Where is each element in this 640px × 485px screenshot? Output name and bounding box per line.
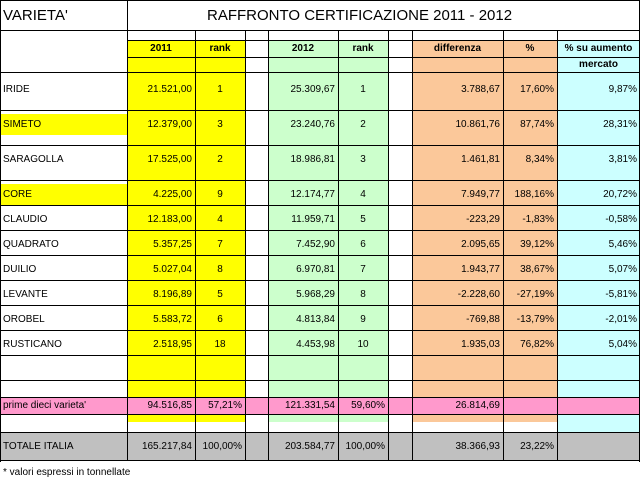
grid-line	[0, 355, 640, 356]
grid-line	[127, 30, 128, 460]
title-varieta: VARIETA'	[3, 6, 68, 24]
value-percent: 39,12%	[520, 239, 554, 250]
value-percent: -27,19%	[516, 289, 554, 300]
value-percent: -1,83%	[522, 214, 554, 225]
grid-line	[0, 0, 1, 462]
grid-line	[0, 230, 640, 231]
value-2012: 4.453,98	[296, 339, 335, 350]
rank-2011: 7	[217, 239, 223, 250]
value-2012: 11.959,71	[291, 214, 335, 225]
value-differenza: -223,29	[466, 214, 500, 225]
variety-name: RUSTICANO	[3, 339, 62, 350]
value-2011: 21.521,00	[147, 84, 192, 95]
grid-line	[0, 110, 640, 111]
grid-line	[0, 255, 640, 256]
value-differenza: 7.949,77	[461, 189, 500, 200]
rank-2012: 7	[360, 264, 366, 275]
total-percent: 23,22%	[520, 440, 554, 452]
header-rank-2012: rank	[352, 43, 374, 54]
grid-line	[127, 0, 128, 30]
value-2011: 17.525,00	[147, 154, 192, 165]
value-aumento: -5,81%	[605, 289, 637, 300]
grid-line	[338, 30, 339, 460]
rank-2011: 2	[217, 154, 223, 165]
value-differenza: 1.935,03	[461, 339, 500, 350]
total-diff: 38.366,93	[455, 440, 500, 452]
value-differenza: -2.228,60	[457, 289, 500, 300]
top10-2012: 121.331,54	[284, 400, 335, 411]
rank-2011: 9	[217, 189, 223, 200]
header-aumento-2: mercato	[579, 59, 618, 70]
top10-diff: 26.814,69	[455, 400, 500, 411]
grid-line	[0, 380, 640, 381]
value-percent: 76,82%	[520, 339, 554, 350]
variety-name: DUILIO	[3, 264, 37, 275]
variety-name: OROBEL	[3, 314, 45, 325]
header-differenza: differenza	[433, 43, 482, 54]
grid-line	[0, 460, 640, 461]
value-aumento: 9,87%	[608, 84, 637, 95]
rank-2012: 4	[360, 189, 366, 200]
value-aumento: 28,31%	[603, 119, 637, 130]
header-rank-2011: rank	[209, 43, 231, 54]
value-2011: 5.357,25	[153, 239, 192, 250]
top10-label: prime dieci varieta'	[3, 400, 87, 411]
variety-name: CORE	[0, 184, 127, 205]
top10-share-2011: 57,21%	[208, 400, 242, 411]
grid-line	[0, 72, 640, 73]
total-share-2012: 100,00%	[345, 440, 385, 452]
header-2011: 2011	[150, 43, 172, 54]
footnote: * valori espressi in tonnellate	[3, 466, 131, 478]
value-2012: 25.309,67	[290, 84, 335, 95]
rank-2012: 8	[360, 289, 366, 300]
value-differenza: 2.095,65	[461, 239, 500, 250]
grid-line	[0, 414, 640, 415]
variety-name: IRIDE	[3, 84, 30, 95]
value-2011: 4.225,00	[153, 189, 192, 200]
variety-name: SARAGOLLA	[3, 154, 64, 165]
grid-line	[0, 305, 640, 306]
grid-line	[557, 30, 558, 460]
aumento-tail-fill	[557, 414, 640, 432]
variety-name: LEVANTE	[3, 289, 48, 300]
value-percent: 188,16%	[514, 189, 554, 200]
rank-2012: 1	[360, 84, 366, 95]
value-differenza: 1.461,81	[461, 154, 500, 165]
value-aumento: -0,58%	[605, 214, 637, 225]
rank-2012: 9	[360, 314, 366, 325]
grid-line	[268, 30, 269, 460]
top10-share-2012: 59,60%	[351, 400, 385, 411]
total-2011: 165.217,84	[141, 440, 192, 452]
rank-2011: 5	[217, 289, 223, 300]
value-aumento: 3,81%	[608, 154, 637, 165]
total-share-2011: 100,00%	[202, 440, 242, 452]
title-main: RAFFRONTO CERTIFICAZIONE 2011 - 2012	[207, 6, 513, 24]
variety-name: CLAUDIO	[3, 214, 48, 225]
total-2012: 203.584,77	[284, 440, 335, 452]
grid-line	[0, 145, 640, 146]
value-2011: 2.518,95	[153, 339, 192, 350]
variety-name: QUADRATO	[3, 239, 59, 250]
value-percent: 8,34%	[525, 154, 554, 165]
rank-2011: 3	[217, 119, 223, 130]
value-differenza: 3.788,67	[461, 84, 500, 95]
grid-line	[195, 30, 196, 460]
header-percent: %	[525, 43, 535, 54]
rank-2012: 3	[360, 154, 366, 165]
value-2012: 4.813,84	[296, 314, 335, 325]
header-aumento: % su aumento	[564, 43, 633, 54]
grid-line	[245, 30, 246, 460]
grid-line	[127, 57, 640, 58]
rank-2012: 10	[357, 339, 369, 350]
grid-line	[0, 280, 640, 281]
value-aumento: 5,04%	[608, 339, 637, 350]
value-2011: 8.196,89	[153, 289, 192, 300]
rank-2012: 2	[360, 119, 366, 130]
total-label: TOTALE ITALIA	[3, 440, 74, 452]
rank-2012: 6	[360, 239, 366, 250]
grid-line	[127, 40, 640, 41]
grid-line	[388, 30, 389, 460]
value-2012: 23.240,76	[290, 119, 335, 130]
rank-2011: 1	[217, 84, 223, 95]
rank-2011: 18	[214, 339, 226, 350]
value-aumento: 5,07%	[608, 264, 637, 275]
value-2012: 7.452,90	[296, 239, 335, 250]
rank-2012: 5	[360, 214, 366, 225]
value-2011: 12.183,00	[147, 214, 192, 225]
value-2012: 5.968,29	[296, 289, 335, 300]
grid-line	[0, 205, 640, 206]
rank-2011: 4	[217, 214, 223, 225]
grid-line	[0, 0, 640, 1]
grid-line	[0, 180, 640, 181]
value-2011: 12.379,00	[147, 119, 192, 130]
value-percent: 17,60%	[520, 84, 554, 95]
grid-line	[412, 30, 413, 460]
value-percent: -13,79%	[516, 314, 554, 325]
value-aumento: 20,72%	[603, 189, 637, 200]
value-percent: 38,67%	[520, 264, 554, 275]
header-2012: 2012	[291, 43, 315, 54]
grid-line	[503, 30, 504, 460]
variety-name: SIMETO	[0, 114, 127, 135]
grid-line	[0, 397, 640, 398]
value-aumento: -2,01%	[605, 314, 637, 325]
top10-2011: 94.516,85	[147, 400, 192, 411]
grid-line	[0, 432, 640, 433]
value-2011: 5.027,04	[153, 264, 192, 275]
grid-line	[0, 30, 640, 31]
value-2011: 5.583,72	[153, 314, 192, 325]
value-percent: 87,74%	[520, 119, 554, 130]
value-2012: 18.986,81	[290, 154, 335, 165]
rank-2011: 6	[217, 314, 223, 325]
value-2012: 12.174,77	[290, 189, 335, 200]
value-2012: 6.970,81	[296, 264, 335, 275]
value-differenza: -769,88	[466, 314, 500, 325]
value-aumento: 5,46%	[608, 239, 637, 250]
value-differenza: 10.861,76	[455, 119, 500, 130]
grid-line	[0, 330, 640, 331]
rank-2011: 8	[217, 264, 223, 275]
value-differenza: 1.943,77	[461, 264, 500, 275]
